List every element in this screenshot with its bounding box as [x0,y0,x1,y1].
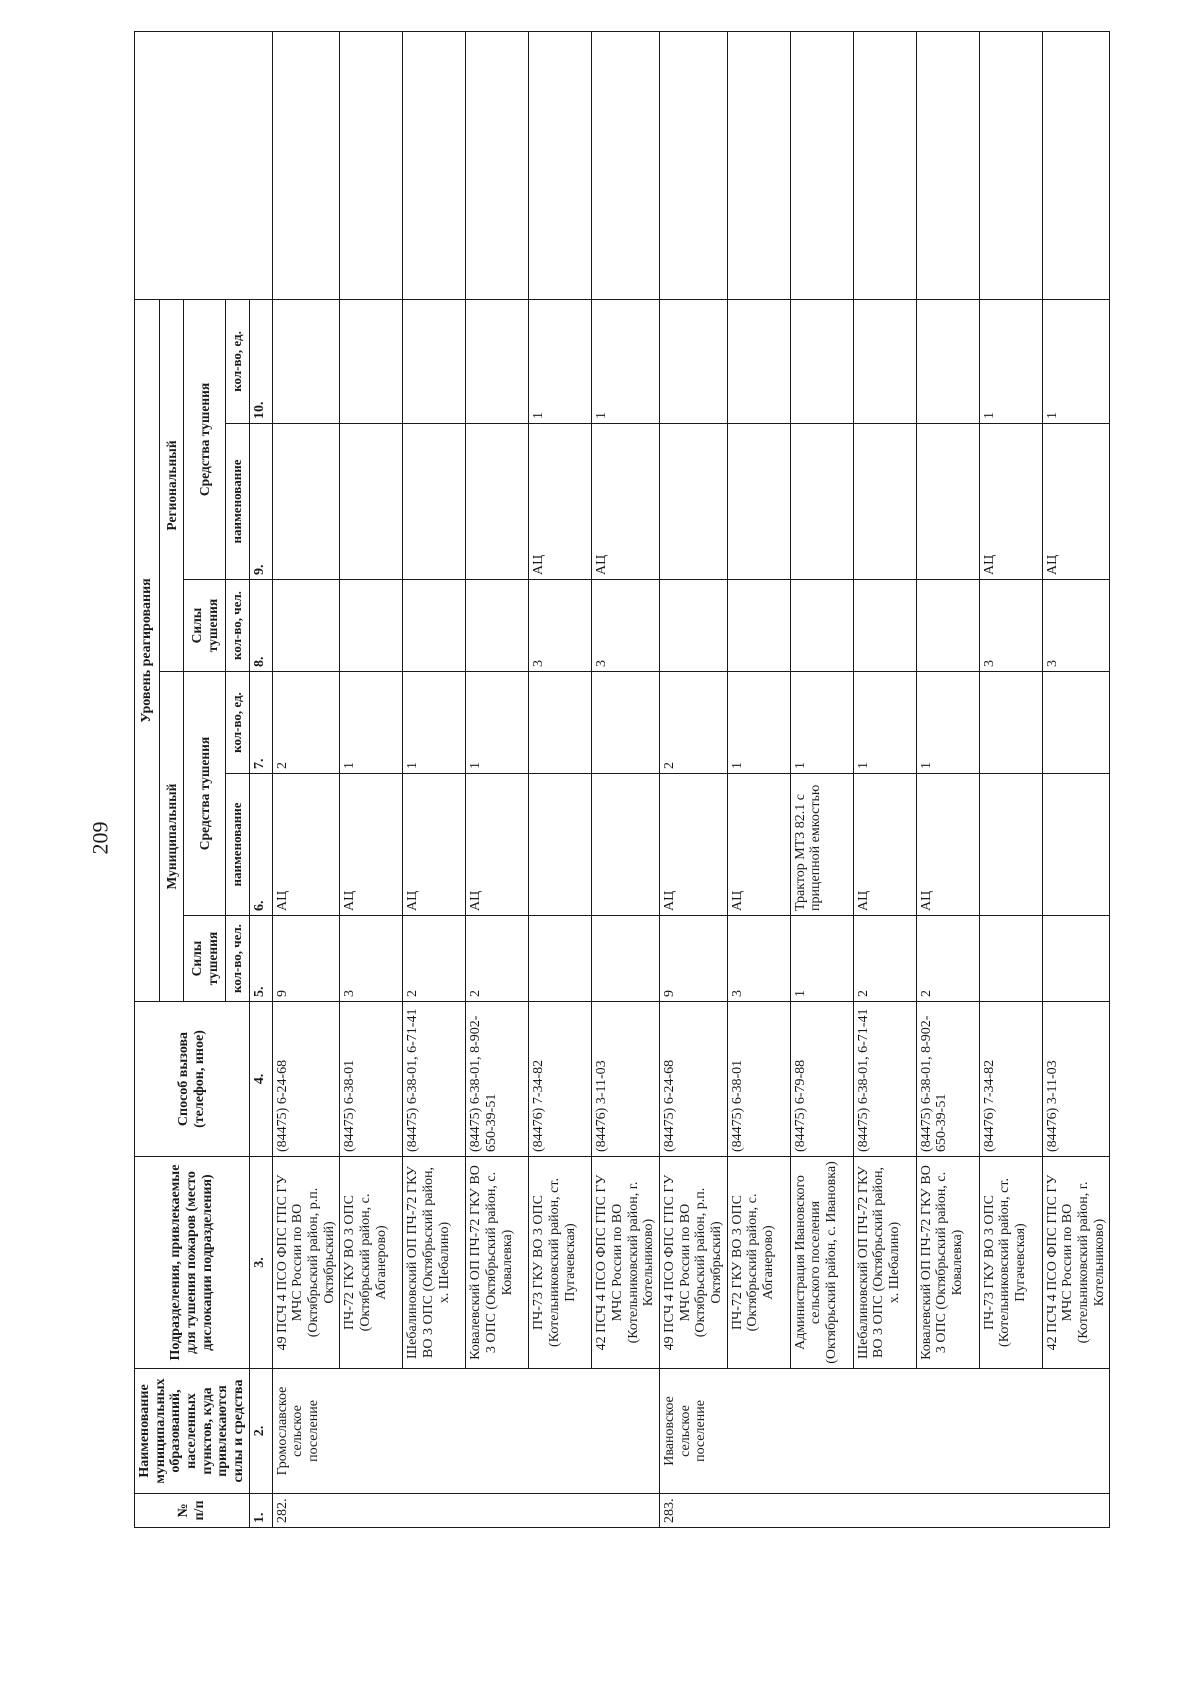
municipal-means-name: АЦ [272,774,340,916]
municipal-people [1042,916,1110,1002]
table-row [727,31,790,1527]
table-row [916,31,979,1527]
municipal-means-qty: 1 [727,672,790,774]
blank-cell [529,31,592,299]
page-number [87,808,112,868]
regional-means-qty [790,299,853,423]
row-number: 282. [272,1494,659,1528]
municipal-people: 3 [727,916,790,1002]
municipal-means-qty [1042,672,1110,774]
call-method: (84475) 6-24-68 [272,1002,340,1157]
table-row [790,31,853,1527]
rotated-table-container [134,32,1114,1528]
table-row [853,31,916,1527]
municipal-people: 9 [272,916,340,1002]
header-municipal: Муниципальный [159,672,183,1002]
blank-cell [727,31,790,299]
col-number: 7. [249,672,272,774]
municipal-means-qty: 2 [272,672,340,774]
unit-name: 42 ПСЧ 4 ПСО ФПС ГПС ГУ МЧС России по ВО (Котельниковский район, г. Котельниково) [592,1157,660,1369]
header-regional: Региональный [159,299,183,671]
municipal-means-qty [592,672,660,774]
blank-cell [592,31,660,299]
header-municipal-forces: Силы тушения [183,916,225,1002]
unit-name: Администрация Ивановского сельского поселения (Октябрьский район, с. Ивановка) [790,1157,853,1369]
regional-means-name [660,424,728,580]
blank-cell [979,31,1042,299]
regional-people: 3 [1042,580,1110,672]
municipality-name: Громославское сельское поселение [272,1369,659,1494]
call-method: (84476) 3-11-03 [592,1002,660,1157]
regional-means-qty [466,299,529,423]
regional-means-qty [727,299,790,423]
col-number: 9. [249,424,272,580]
page-number-text: 209 [87,821,112,855]
header-regional-means: Средства тушения [183,299,225,579]
blank-cell [403,31,466,299]
regional-means-name: АЦ [529,424,592,580]
municipality-name: Ивановское сельское поселение [660,1369,1110,1494]
regional-means-qty [660,299,728,423]
municipal-means-qty: 1 [853,672,916,774]
regional-means-name [727,424,790,580]
col-number: 1. [249,1494,272,1528]
col-number: 2. [249,1369,272,1494]
regional-people: 3 [592,580,660,672]
regional-means-qty [403,299,466,423]
col-number: 10. [249,299,272,423]
header-r-people: кол-во, чел. [226,580,249,672]
table-row [272,31,340,1527]
regional-means-qty [340,299,403,423]
municipal-people: 1 [790,916,853,1002]
col-number: 4. [249,1002,272,1157]
regional-people [790,580,853,672]
municipal-people: 9 [660,916,728,1002]
header-m-qty: кол-во, ед. [226,672,249,774]
regional-means-qty [916,299,979,423]
header-row-level [135,31,160,1527]
blank-cell [916,31,979,299]
municipal-people [979,916,1042,1002]
regional-people: 3 [529,580,592,672]
col-number: 5. [249,916,272,1002]
regional-means-name: АЦ [979,424,1042,580]
regional-means-name [790,424,853,580]
blank-cell [790,31,853,299]
regional-means-name [403,424,466,580]
unit-name: ПЧ-72 ГКУ ВО 3 ОПС (Октябрьский район, с. Абганерово) [727,1157,790,1369]
header-m-people: кол-во, чел. [226,916,249,1002]
blank-cell [853,31,916,299]
unit-name: 49 ПСЧ 4 ПСО ФПС ГПС ГУ МЧС России по ВО (Октябрьский район, р.п. Октябрьский) [660,1157,728,1369]
row-number: 283. [660,1494,1110,1528]
header-blank [135,31,273,299]
header-response-level: Уровень реагирования [135,299,160,1001]
call-method: (84475) 6-38-01 [727,1002,790,1157]
regional-people: 3 [979,580,1042,672]
call-method: (84475) 6-38-01, 8-902-650-39-51 [916,1002,979,1157]
blank-cell [660,31,728,299]
municipal-means-name [592,774,660,916]
municipal-means-name [979,774,1042,916]
unit-name: Шебалиновский ОП ПЧ-72 ГКУ ВО 3 ОПС (Октябрьский район, х. Шебалино) [403,1157,466,1369]
municipal-means-name: АЦ [853,774,916,916]
municipal-means-qty: 1 [403,672,466,774]
municipal-means-qty: 1 [466,672,529,774]
regional-means-qty: 1 [529,299,592,423]
municipal-people: 2 [466,916,529,1002]
header-municipality: Наименование муниципальных образований, населенных пунктов, куда привлекаются силы и средства [135,1369,250,1494]
municipal-means-name: АЦ [916,774,979,916]
municipal-people: 2 [403,916,466,1002]
regional-means-qty: 1 [592,299,660,423]
municipal-people: 2 [853,916,916,1002]
unit-name: Шебалиновский ОП ПЧ-72 ГКУ ВО 3 ОПС (Октябрьский район, х. Шебалино) [853,1157,916,1369]
call-method: (84475) 6-38-01, 8-902-650-39-51 [466,1002,529,1157]
blank-cell [466,31,529,299]
call-method: (84475) 6-79-88 [790,1002,853,1157]
municipal-people: 3 [340,916,403,1002]
municipal-people: 2 [916,916,979,1002]
municipal-means-name [1042,774,1110,916]
municipal-means-name: АЦ [340,774,403,916]
col-number: 8. [249,580,272,672]
regional-people [272,580,340,672]
unit-name: 42 ПСЧ 4 ПСО ФПС ГПС ГУ МЧС России по ВО (Котельниковский район, г. Котельниково) [1042,1157,1110,1369]
table-row [660,31,728,1527]
header-call: Способ вызова (телефон, иное) [135,1002,250,1157]
call-method: (84476) 3-11-03 [1042,1002,1110,1157]
col-number: 3. [249,1157,272,1369]
regional-people [727,580,790,672]
municipal-means-qty [979,672,1042,774]
unit-name: Ковалевский ОП ПЧ-72 ГКУ ВО 3 ОПС (Октябрьский район, с. Ковалевка) [466,1157,529,1369]
blank-cell [272,31,340,299]
regional-means-qty: 1 [979,299,1042,423]
header-m-name: наименование [226,774,249,916]
municipal-means-name: АЦ [403,774,466,916]
regional-means-qty [853,299,916,423]
table-row [592,31,660,1527]
municipal-means-qty [529,672,592,774]
municipal-people [529,916,592,1002]
regional-means-name [916,424,979,580]
regional-means-name [272,424,340,580]
unit-name: ПЧ-72 ГКУ ВО 3 ОПС (Октябрьский район, с. Абганерово) [340,1157,403,1369]
regional-means-name: АЦ [1042,424,1110,580]
call-method: (84476) 7-34-82 [979,1002,1042,1157]
table-row [340,31,403,1527]
regional-means-name [853,424,916,580]
call-method: (84475) 6-24-68 [660,1002,728,1157]
municipal-means-name: АЦ [660,774,728,916]
regional-means-qty [272,299,340,423]
header-num: № п/п [135,1494,250,1528]
table-row [1042,31,1110,1527]
header-r-name: наименование [226,424,249,580]
table-row [403,31,466,1527]
call-method: (84475) 6-38-01, 6-71-41 [853,1002,916,1157]
regional-people [853,580,916,672]
municipal-people [592,916,660,1002]
municipal-means-name: АЦ [466,774,529,916]
municipal-means-qty: 2 [660,672,728,774]
municipal-means-name: АЦ [727,774,790,916]
call-method: (84475) 6-38-01 [340,1002,403,1157]
regional-means-name: АЦ [592,424,660,580]
call-method: (84475) 6-38-01, 6-71-41 [403,1002,466,1157]
municipal-means-name: Трактор МТЗ 82.1 с прицепной емкостью [790,774,853,916]
table-row [979,31,1042,1527]
unit-name: 49 ПСЧ 4 ПСО ФПС ГПС ГУ МЧС России по ВО (Октябрьский район, р.п. Октябрьский) [272,1157,340,1369]
blank-cell [340,31,403,299]
municipal-means-qty: 1 [916,672,979,774]
blank-cell [1042,31,1110,299]
regional-people [466,580,529,672]
municipal-means-name [529,774,592,916]
header-municipal-means: Средства тушения [183,672,225,916]
municipal-means-qty: 1 [340,672,403,774]
header-r-qty: кол-во, ед. [226,299,249,423]
table-row [529,31,592,1527]
unit-name: Ковалевский ОП ПЧ-72 ГКУ ВО 3 ОПС (Октябрьский район, с. Ковалевка) [916,1157,979,1369]
regional-means-name [340,424,403,580]
table-row [466,31,529,1527]
call-method: (84476) 7-34-82 [529,1002,592,1157]
header-regional-forces: Силы тушения [183,580,225,672]
col-number: 6. [249,774,272,916]
municipal-means-qty: 1 [790,672,853,774]
regional-people [660,580,728,672]
unit-name: ПЧ-73 ГКУ ВО 3 ОПС (Котельниковский район, ст. Пугачевская) [979,1157,1042,1369]
regional-people [340,580,403,672]
header-units: Подразделения, привлекаемые для тушения пожаров (место дислокации подразделения) [135,1157,250,1369]
regional-people [403,580,466,672]
regional-means-name [466,424,529,580]
regional-people [916,580,979,672]
fire-response-table [134,31,1110,1528]
unit-name: ПЧ-73 ГКУ ВО 3 ОПС (Котельниковский район, ст. Пугачевская) [529,1157,592,1369]
regional-means-qty: 1 [1042,299,1110,423]
